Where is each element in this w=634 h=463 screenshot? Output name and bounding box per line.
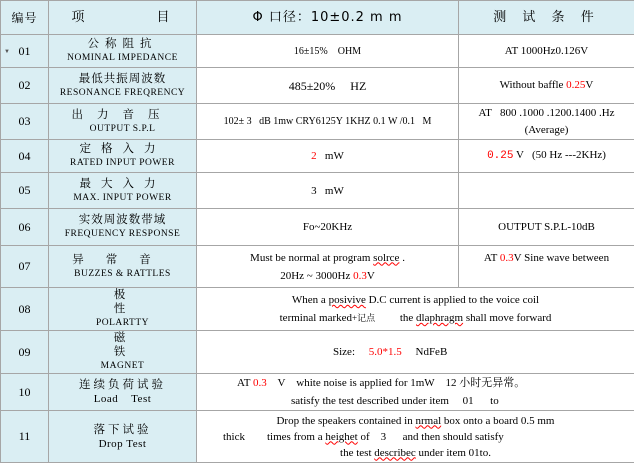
row-number: 04 xyxy=(1,140,49,173)
item-cell xyxy=(49,173,197,209)
value-cell: 16±15% OHM xyxy=(197,35,459,68)
item-cn: 最低共振周波数 xyxy=(78,72,167,85)
table-row xyxy=(1,173,634,209)
value-cell: 102± 3 dB 1mw CRY6125Y 1KHZ 0.1 W /0.1 M xyxy=(197,104,459,140)
condition-cell: Without baffle 0.25V xyxy=(459,68,634,104)
value-cell: Drop the speakers contained in nrmal box onto a board 0.5 mm thick times from a heighet of 3 and then should satisfy the test describec under item 01to. xyxy=(197,411,634,463)
value-cell: 3 mW xyxy=(197,173,459,209)
condition-cell: OUTPUT S.P.L-10dB xyxy=(459,209,634,246)
table-row xyxy=(1,288,634,331)
table-row xyxy=(1,331,634,374)
item-en: Load Test xyxy=(93,393,152,405)
table-row xyxy=(1,411,634,463)
condition-cell: AT 800 .1000 .1200.1400 .Hz (Average) xyxy=(459,104,634,140)
row-number: 05 xyxy=(1,173,49,209)
value-cell: When a posivive D.C current is applied to the voice coil terminal marked+记点 the dlaphragm shall move forward xyxy=(197,288,634,331)
row-number: 11 xyxy=(1,411,49,463)
row-number: 03 xyxy=(1,104,49,140)
condition-cell xyxy=(459,173,634,209)
header-no: 编号 xyxy=(1,1,49,35)
item-cell xyxy=(49,209,197,246)
value-cell: Size: 5.0*1.5 NdFeB xyxy=(197,331,634,374)
item-cn: 出力音压 xyxy=(71,108,174,121)
table-row xyxy=(1,35,634,68)
row-number: 09 xyxy=(1,331,49,374)
item-en: FREQUENCY RESPONSE xyxy=(64,229,181,239)
header-condition: 测 试 条 件 xyxy=(459,1,634,35)
value-cell: 2 mW xyxy=(197,140,459,173)
condition-cell: AT 1000Hz0.126V xyxy=(459,35,634,68)
item-en: MAGNET xyxy=(100,361,145,371)
item-en: Drop Test xyxy=(98,437,147,450)
item-cn: 异常音 xyxy=(72,253,173,266)
item-cell xyxy=(49,331,197,374)
header-value: Φ 口径：10±0.2 m m xyxy=(197,1,459,35)
item-cn: 实效周波数带域 xyxy=(78,214,167,226)
table-row xyxy=(1,104,634,140)
row-number: 06 xyxy=(1,209,49,246)
item-cn: 磁铁 xyxy=(113,332,182,358)
item-cell xyxy=(49,246,197,288)
condition-cell: AT 0.3V Sine wave between xyxy=(459,246,634,288)
row-number: 02 xyxy=(1,68,49,104)
item-en: RESONANCE FREQRENCY xyxy=(59,87,186,98)
table-row xyxy=(1,246,634,288)
item-cn: 极性 xyxy=(113,289,182,315)
item-cell xyxy=(49,104,197,140)
value-cell: 485±20% HZ xyxy=(197,68,459,104)
table-row xyxy=(1,209,634,246)
item-cn: 落下试验 xyxy=(93,423,152,436)
item-en: NOMINAL IMPEDANCE xyxy=(67,53,178,63)
item-en: BUZZES & RATTLES xyxy=(74,268,171,279)
table-row xyxy=(1,68,634,104)
item-cell xyxy=(49,374,197,411)
item-cn: 定格入力 xyxy=(79,143,166,155)
item-en: POLARTTY xyxy=(95,318,150,328)
value-cell: Fo~20KHz xyxy=(197,209,459,246)
header-row xyxy=(1,1,634,35)
item-cell xyxy=(49,411,197,463)
row-number: 07 xyxy=(1,246,49,288)
item-en: OUTPUT S.P.L xyxy=(89,123,156,134)
row-number: 10 xyxy=(1,374,49,411)
row-number: 01 xyxy=(1,35,49,68)
item-cell xyxy=(49,288,197,331)
item-cell xyxy=(49,68,197,104)
item-cell xyxy=(49,140,197,173)
item-cn: 连续负荷试验 xyxy=(79,379,166,391)
row-number: 08 xyxy=(1,288,49,331)
table-row xyxy=(1,374,634,411)
item-cell xyxy=(49,35,197,68)
item-cn: 最大入力 xyxy=(79,177,166,190)
value-cell: AT 0.3 V white noise is applied for 1mW 12 小时无异常。 satisfy the test described under item 01 to xyxy=(197,374,634,411)
row-marker-icon: ▼ xyxy=(4,49,10,55)
header-item: 项 目 xyxy=(49,1,197,35)
item-cn: 公称阻抗 xyxy=(87,38,158,50)
item-en: RATED INPUT POWER xyxy=(70,158,175,168)
condition-cell: 0.25 V (50 Hz ---2KHz) xyxy=(459,140,634,173)
item-en: MAX. INPUT POWER xyxy=(73,192,172,203)
value-cell: Must be normal at program solrce . 20Hz ~ 3000Hz 0.3V xyxy=(197,246,459,288)
table-row xyxy=(1,140,634,173)
